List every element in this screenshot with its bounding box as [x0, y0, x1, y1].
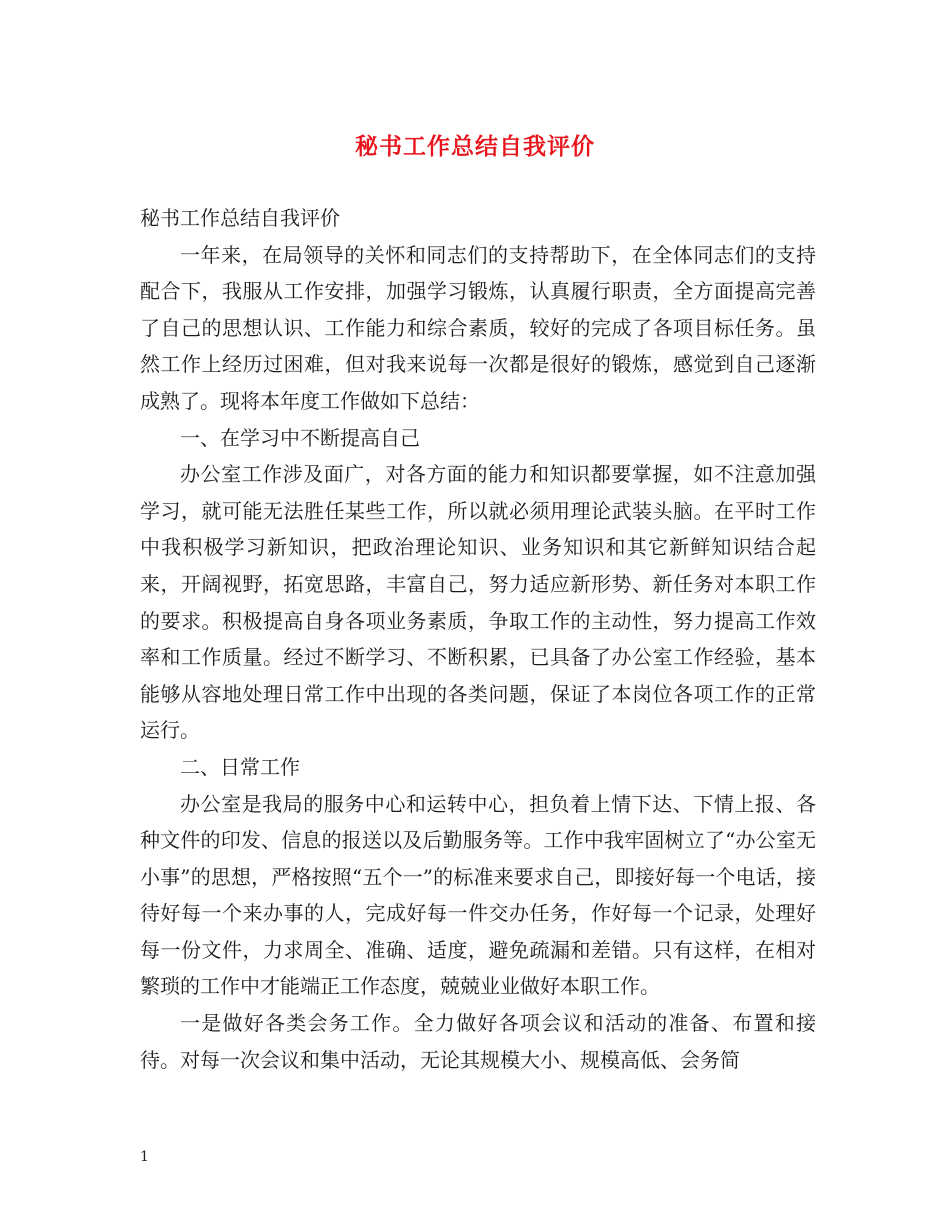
- section-heading-study: 一、在学习中不断提高自己: [180, 425, 420, 450]
- daily-work-paragraph: 办公室是我局的服务中心和运转中心，担负着上情下达、下情上报、各种文件的印发、信息的报送以及后勤服务等。工作中我牢固树立了“办公室无小事”的思想，严格按照“五个一”的标准来要求自己，即接好每一个电话，接待好每一个来办事的人，完成好每一件交办任务，作好每一个记录，处理好每一份文件，力求周全、准确、适度，避免疏漏和差错。只有这样，在相对繁琐的工作中才能端正工作态度，兢兢业业做好本职工作。: [140, 791, 816, 999]
- document-title: 秘书工作总结自我评价: [355, 133, 595, 160]
- intro-paragraph: 一年来，在局领导的关怀和同志们的支持帮助下，在全体同志们的支持配合下，我服从工作安排，加强学习锻炼，认真履行职责，全方面提高完善了自己的思想认识、工作能力和综合素质，较好的完成了各项目标任务。虽然工作上经历过困难，但对我来说每一次都是很好的锻炼，感觉到自己逐渐成熟了。现将本年度工作做如下总结：: [140, 242, 816, 413]
- study-paragraph: 办公室工作涉及面广，对各方面的能力和知识都要掌握，如不注意加强学习，就可能无法胜任某些工作，所以就必须用理论武装头脑。在平时工作中我积极学习新知识，把政治理论知识、业务知识和其它新鲜知识结合起来，开阔视野，拓宽思路，丰富自己，努力适应新形势、新任务对本职工作的要求。积极提高自身各项业务素质，争取工作的主动性，努力提高工作效率和工作质量。经过不断学习、不断积累，已具备了办公室工作经验，基本能够从容地处理日常工作中出现的各类问题，保证了本岗位各项工作的正常运行。: [140, 462, 816, 743]
- page-number: 1: [140, 1149, 149, 1165]
- section-heading-daily-work: 二、日常工作: [180, 754, 300, 779]
- meeting-work-paragraph: 一是做好各类会务工作。全力做好各项会议和活动的准备、布置和接待。对每一次会议和集中活动，无论其规模大小、规模高低、会务简: [140, 1011, 816, 1072]
- body-heading: 秘书工作总结自我评价: [140, 206, 340, 230]
- document-body: [140, 200, 816, 1078]
